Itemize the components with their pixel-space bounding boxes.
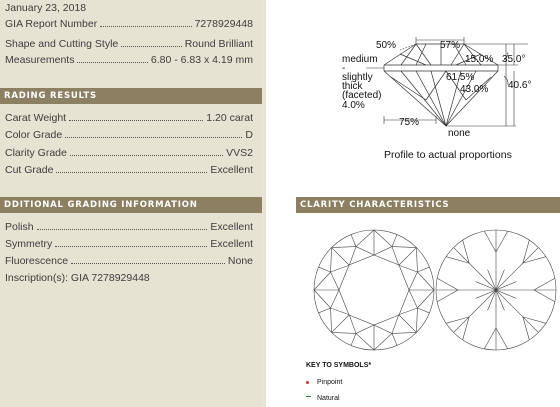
total-depth: 61.5%: [446, 72, 475, 83]
clarity-row: [5, 145, 253, 159]
crown-angle: 35.0°: [502, 54, 526, 65]
shape-label: Shape and Cutting Style: [5, 38, 119, 50]
fluorescence-value: None: [227, 255, 253, 267]
profile-caption: Profile to actual proportions: [384, 149, 512, 161]
pavilion-plot: [436, 230, 556, 350]
natural-symbol-icon: [306, 396, 311, 400]
crown-height: 15.0%: [465, 54, 494, 65]
culet: none: [448, 128, 471, 139]
clarity-label: Clarity Grade: [5, 147, 67, 159]
girdle-pct: 4.0%: [342, 100, 365, 111]
cut-value: Excellent: [210, 164, 253, 176]
leader-dots: [55, 246, 207, 247]
leader-dots: [56, 172, 207, 173]
lower-half-pct: 75%: [399, 117, 420, 128]
leader-dots: [77, 62, 147, 63]
carat-row: [5, 110, 253, 124]
report-number-label: GIA Report Number: [5, 18, 98, 30]
color-label: Color Grade: [5, 129, 63, 141]
grading-results-header: RADING RESULTS: [0, 88, 262, 104]
girdle-dash: -: [342, 63, 346, 74]
symmetry-label: Symmetry: [5, 238, 53, 250]
report-number-row: [5, 16, 253, 30]
measurements-label: Measurements: [5, 54, 75, 66]
girdle-line3: (faceted): [342, 90, 382, 101]
key-to-symbols-title: KEY TO SYMBOLS*: [306, 362, 372, 369]
leader-dots: [100, 26, 191, 27]
polish-value: Excellent: [210, 221, 253, 233]
profile-diagram: [266, 30, 560, 150]
pavilion-depth: 43.0%: [460, 84, 489, 95]
shape-value: Round Brilliant: [184, 38, 253, 50]
pavilion-angle: 40.6°: [508, 80, 532, 91]
natural-label: Natural: [317, 394, 340, 402]
shape-row: [5, 36, 253, 50]
polish-label: Polish: [5, 221, 34, 233]
key-natural: [306, 392, 340, 404]
leader-dots: [65, 137, 242, 138]
pinpoint-symbol-icon: [306, 381, 309, 384]
key-pinpoint: [306, 376, 342, 388]
color-value: D: [245, 129, 253, 141]
inscription: Inscription(s): GIA 7278929448: [5, 272, 150, 284]
clarity-characteristics-header: CLARITY CHARACTERISTICS: [296, 197, 560, 213]
additional-grading-header: DDITIONAL GRADING INFORMATION: [0, 197, 262, 213]
carat-label: Carat Weight: [5, 112, 67, 124]
girdle-line1: slightly: [342, 72, 373, 83]
clarity-plots: [310, 227, 560, 357]
measurements-value: 6.80 - 6.83 x 4.19 mm: [150, 54, 253, 66]
symmetry-value: Excellent: [210, 238, 253, 250]
cut-label: Cut Grade: [5, 164, 54, 176]
fluorescence-row: [5, 253, 253, 267]
measurements-row: [5, 52, 253, 66]
crown-plot: [314, 230, 434, 350]
girdle-line2: thick: [342, 81, 363, 92]
fluorescence-label: Fluorescence: [5, 255, 69, 267]
leader-dots: [121, 46, 181, 47]
carat-value: 1.20 carat: [206, 112, 253, 124]
leader-dots: [37, 229, 208, 230]
symmetry-row: [5, 236, 253, 250]
cut-row: [5, 162, 253, 176]
clarity-value: VVS2: [226, 147, 253, 159]
color-row: [5, 127, 253, 141]
leader-dots: [69, 120, 203, 121]
report-number-value: 7278929448: [194, 18, 253, 30]
table-pct: 57%: [440, 40, 461, 51]
report-date: January 23, 2018: [5, 2, 87, 14]
girdle-label: medium: [342, 54, 378, 65]
pinpoint-label: Pinpoint: [317, 378, 343, 386]
leader-dots: [70, 155, 223, 156]
polish-row: [5, 219, 253, 233]
leader-dots: [71, 263, 225, 264]
star-pct: 50%: [376, 40, 397, 51]
